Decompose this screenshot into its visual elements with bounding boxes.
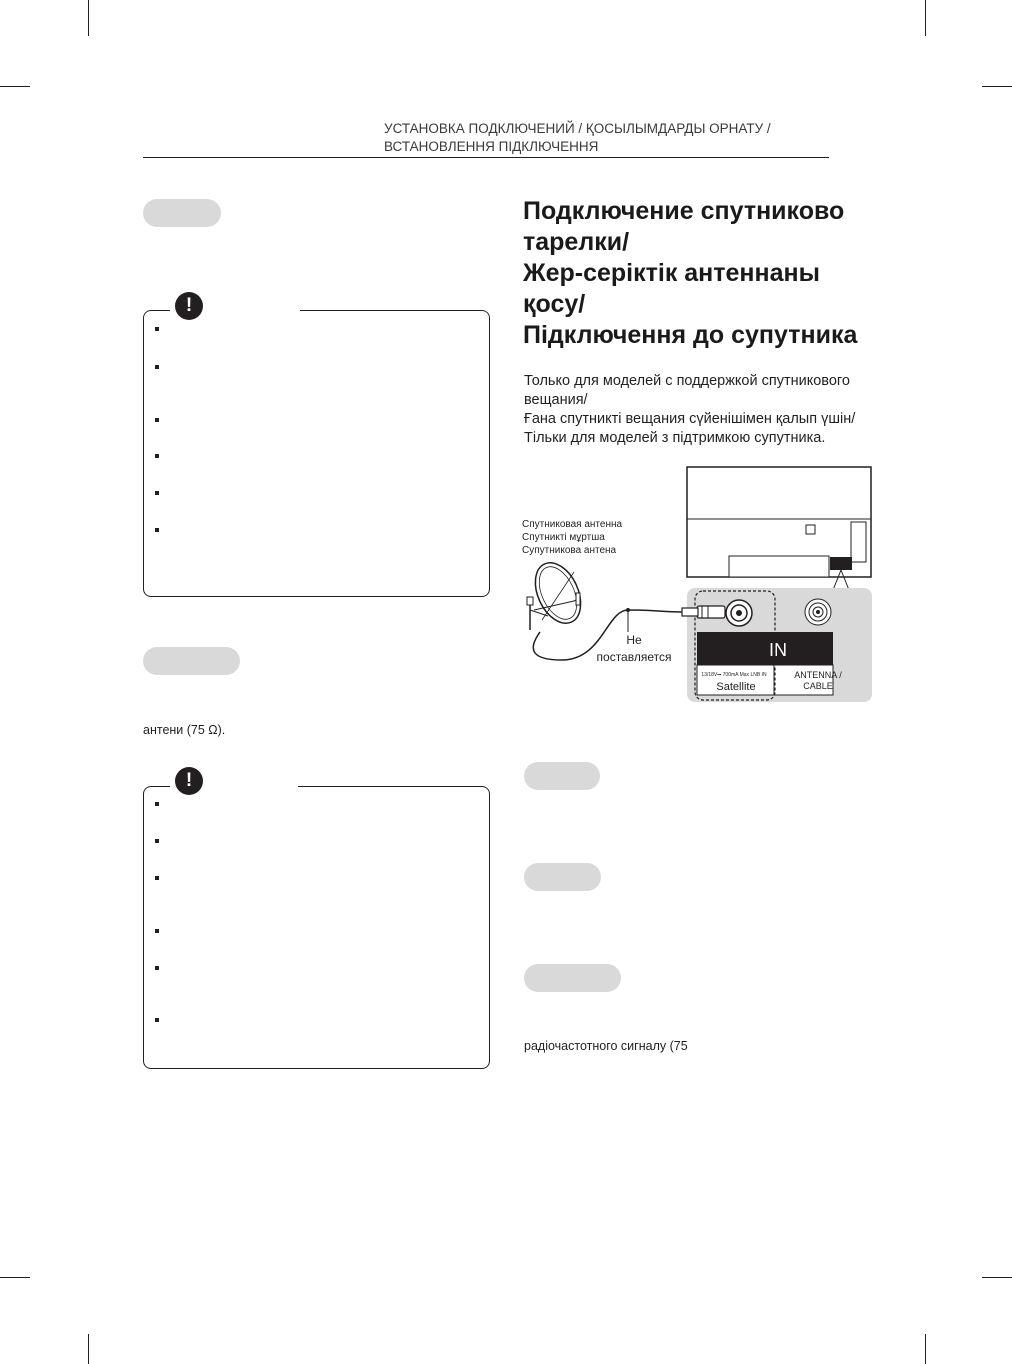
section-pill	[524, 863, 601, 891]
note-bullet	[155, 966, 159, 970]
section-pill	[524, 762, 600, 790]
exclamation-icon: !	[175, 767, 203, 795]
header-line-2: ВСТАНОВЛЕННЯ ПІДКЛЮЧЕННЯ	[384, 139, 599, 154]
crop-mark	[88, 0, 89, 36]
antenna-ohm-text: антени (75 Ω).	[143, 723, 226, 737]
crop-mark	[0, 86, 30, 87]
note-bullet	[155, 491, 159, 495]
cable-plug	[682, 606, 725, 618]
satellite-dish-icon	[526, 556, 589, 631]
section-title	[523, 196, 893, 351]
header-rule	[143, 157, 829, 158]
note-bullet	[155, 1018, 159, 1022]
title-line: қосу/	[523, 290, 586, 318]
note-bullet	[155, 365, 159, 369]
header-line-1: УСТАНОВКА ПОДКЛЮЧЕНИЙ / ҚОСЫЛЫМДАРДЫ ОРНАТУ /	[384, 121, 771, 136]
note-bullet	[155, 876, 159, 880]
crop-mark	[88, 1334, 89, 1364]
title-line: Підключення до супутника	[523, 321, 858, 349]
crop-mark	[982, 1277, 1012, 1278]
note-bullet	[155, 528, 159, 532]
running-header	[384, 120, 834, 156]
section-pill	[143, 647, 240, 675]
rf-signal-text: радіочастотного сигналу (75	[524, 1039, 688, 1053]
title-line: Жер-серіктік антеннаны	[523, 259, 820, 287]
title-line: тарелки/	[523, 228, 630, 256]
note-box	[143, 310, 490, 597]
exclamation-icon: !	[175, 292, 203, 320]
note-bullet	[155, 802, 159, 806]
antenna-cable-line-2: CABLE	[803, 681, 833, 691]
title-line: Подключение спутниково	[523, 197, 845, 225]
intro-line: вещания/	[524, 392, 588, 408]
satellite-connection-diagram	[512, 460, 882, 710]
crop-mark	[925, 1334, 926, 1364]
section-pill	[524, 964, 621, 992]
port-panel	[687, 588, 872, 702]
note-bullet	[155, 839, 159, 843]
intro-line: Только для моделей с поддержкой спутникового	[524, 373, 850, 389]
port-in-label: IN	[769, 640, 787, 660]
satellite-port-label: Satellite	[716, 681, 756, 693]
intro-line: Тільки для моделей з підтримкою супутника.	[524, 430, 826, 446]
crop-mark	[982, 86, 1012, 87]
note-bullet	[155, 929, 159, 933]
not-supplied-line-2: поставляется	[596, 650, 672, 664]
tv-back-illustration	[687, 467, 871, 577]
dish-label-uk: Супутникова антена	[522, 545, 617, 556]
note-bullet	[155, 327, 159, 331]
not-supplied-line-1: Не	[626, 633, 642, 647]
intro-line: Ғана спутникті вещания сүйенішімен қалып үшін/	[524, 411, 856, 427]
dish-label-kk: Спутникті мұртша	[522, 532, 605, 543]
note-bullet	[155, 454, 159, 458]
note-bullet	[155, 418, 159, 422]
satellite-spec: 13/18V⎓ 700mA Max LNB IN	[701, 672, 767, 678]
section-pill	[143, 199, 221, 227]
antenna-cable-line-1: ANTENNA /	[794, 670, 842, 680]
crop-mark	[0, 1277, 30, 1278]
note-box	[143, 786, 490, 1069]
dish-label-ru: Спутниковая антенна	[522, 519, 623, 530]
intro-text	[524, 372, 904, 448]
crop-mark	[925, 0, 926, 36]
